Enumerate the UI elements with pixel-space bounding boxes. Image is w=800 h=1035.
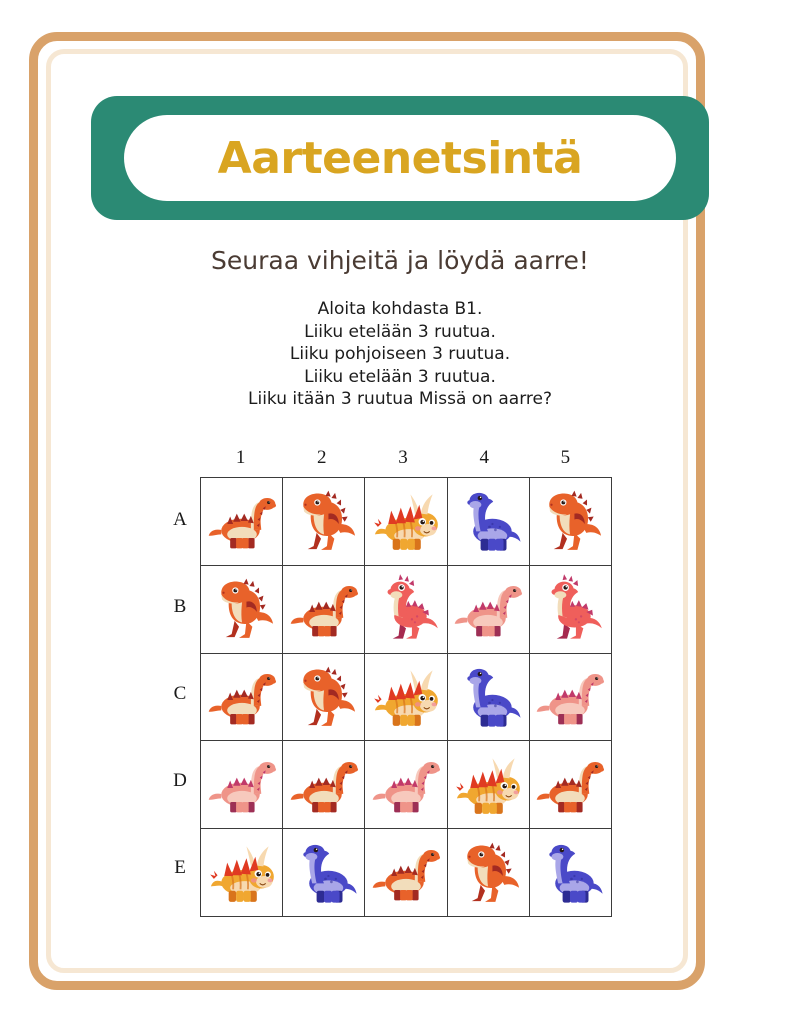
dino-spiky-yellow-icon: [365, 484, 446, 558]
title-plate: [124, 115, 676, 201]
dino-longneck-orange-icon: [365, 836, 446, 910]
grid-cell-a2[interactable]: [283, 478, 365, 566]
column-header-2: 2: [317, 447, 327, 468]
row-header-a: A: [173, 509, 187, 531]
column-header-4: 4: [479, 447, 489, 468]
column-header-3: 3: [398, 447, 408, 468]
grid-cell-d2[interactable]: [283, 741, 365, 829]
grid-cell-e4[interactable]: [447, 829, 529, 917]
dino-longneck-orange-icon: [201, 484, 282, 558]
dino-bronto-blue-icon: [448, 484, 529, 558]
grid-cell-a3[interactable]: [365, 478, 447, 566]
row-header-d: D: [173, 769, 187, 791]
grid-cell-e2[interactable]: [283, 829, 365, 917]
instruction-line-4: Liiku etelään 3 ruutua.: [304, 366, 496, 387]
dino-bronto-blue-icon: [448, 660, 529, 734]
dino-spiky-yellow-icon: [201, 836, 282, 910]
grid-cell-e3[interactable]: [365, 829, 447, 917]
grid-cell-b3[interactable]: [365, 565, 447, 653]
grid-cell-b5[interactable]: [529, 565, 611, 653]
dino-bronto-blue-icon: [283, 836, 364, 910]
grid-row-a: [201, 478, 612, 566]
grid-cell-c2[interactable]: [283, 653, 365, 741]
dino-spiky-yellow-icon: [365, 660, 446, 734]
grid-cell-a4[interactable]: [447, 478, 529, 566]
grid-row-b: [201, 565, 612, 653]
dino-longneck-pink-icon: [365, 748, 446, 822]
grid-cell-d1[interactable]: [201, 741, 283, 829]
row-header-e: E: [174, 856, 186, 878]
grid-cell-e5[interactable]: [529, 829, 611, 917]
grid-cell-b2[interactable]: [283, 565, 365, 653]
grid-cell-d3[interactable]: [365, 741, 447, 829]
instruction-line-5: Liiku itään 3 ruutua Missä on aarre?: [248, 389, 552, 409]
dino-longneck-pink-icon: [448, 572, 529, 646]
grid-cell-c4[interactable]: [447, 653, 529, 741]
dino-stego-pink-icon: [365, 572, 446, 646]
grid-cell-b1[interactable]: [201, 565, 283, 653]
grid-row-headers: [166, 477, 194, 911]
grid-column-headers: [200, 447, 606, 473]
dino-longneck-orange-icon: [530, 748, 611, 822]
dino-longneck-pink-icon: [530, 660, 611, 734]
grid-table: [200, 477, 612, 917]
dino-longneck-orange-icon: [201, 660, 282, 734]
grid-row-c: [201, 653, 612, 741]
row-header-b: B: [173, 596, 187, 618]
grid-cell-a1[interactable]: [201, 478, 283, 566]
dino-raptor-orange-icon: [201, 572, 282, 646]
instruction-line-3: Liiku pohjoiseen 3 ruutua.: [289, 344, 511, 364]
row-header-c: C: [173, 682, 187, 704]
title-banner: [91, 96, 709, 220]
grid-cell-d5[interactable]: [529, 741, 611, 829]
dino-bronto-blue-icon: [530, 836, 611, 910]
dino-raptor-orange-icon: [530, 484, 611, 558]
column-header-1: 1: [235, 447, 246, 468]
grid-cell-a5[interactable]: [529, 478, 611, 566]
column-header-5: 5: [560, 447, 571, 468]
instructions-list: [0, 298, 800, 411]
treasure-grid: [200, 477, 606, 911]
grid-cell-c5[interactable]: [529, 653, 611, 741]
instruction-line-1: Aloita kohdasta B1.: [317, 299, 483, 319]
grid-cell-e1[interactable]: [201, 829, 283, 917]
grid-cell-d4[interactable]: [447, 741, 529, 829]
grid-row-d: [201, 741, 612, 829]
dino-longneck-pink-icon: [201, 748, 282, 822]
subtitle: Seuraa vihjeitä ja löydä aarre!: [211, 246, 589, 275]
instruction-line-2: Liiku etelään 3 ruutua.: [304, 321, 496, 342]
page-title: Aarteenetsintä: [217, 132, 583, 184]
grid-cell-c1[interactable]: [201, 653, 283, 741]
dino-longneck-orange-icon: [283, 748, 364, 822]
dino-raptor-orange-icon: [448, 836, 529, 910]
grid-cell-c3[interactable]: [365, 653, 447, 741]
grid-cell-b4[interactable]: [447, 565, 529, 653]
dino-spiky-yellow-icon: [448, 748, 529, 822]
dino-stego-pink-icon: [530, 572, 611, 646]
grid-row-e: [201, 829, 612, 917]
dino-longneck-orange-icon: [283, 572, 364, 646]
dino-raptor-orange-icon: [283, 660, 364, 734]
dino-raptor-orange-icon: [283, 484, 364, 558]
